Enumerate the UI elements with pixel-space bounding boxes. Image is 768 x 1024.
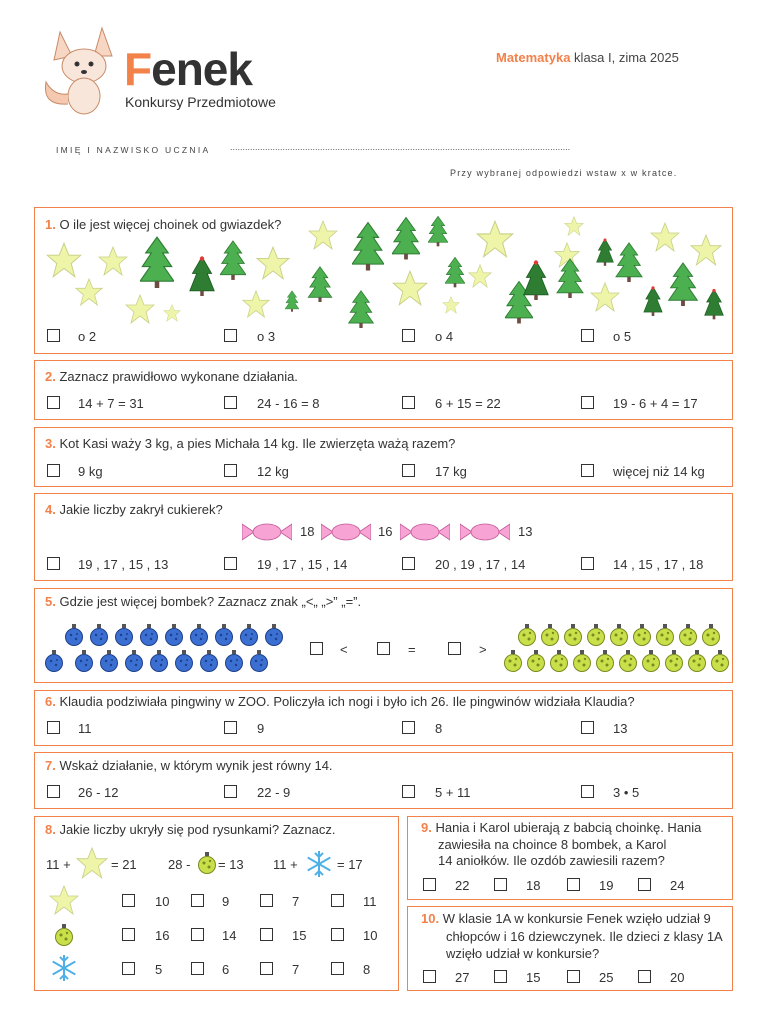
yellow-bauble-icon <box>632 624 652 646</box>
q7-option-a: 26 - 12 <box>78 785 119 800</box>
q1-option-a-checkbox[interactable] <box>47 329 60 342</box>
q9-option-b-checkbox[interactable] <box>494 878 507 891</box>
q2-option-c: 6 + 15 = 22 <box>435 396 501 411</box>
q4-option-a: 19 , 17 , 15 , 13 <box>78 557 169 572</box>
q5-greater-than-checkbox[interactable] <box>448 642 461 655</box>
yellow-bauble-icon <box>526 650 546 672</box>
q7-option-a-checkbox[interactable] <box>47 785 60 798</box>
question-8 <box>34 816 399 991</box>
star-icon <box>256 246 290 280</box>
q6-option-a-checkbox[interactable] <box>47 721 60 734</box>
question-10-text-line-1: 10. W klasie 1A w konkursie Fenek wzięło udział 9 <box>421 911 711 926</box>
question-8-text: 8. Jakie liczby ukryły się pod rysunkami? Zaznacz. <box>45 822 336 837</box>
star-icon <box>442 296 460 314</box>
equation-3-left: 11 + <box>273 857 298 872</box>
q1-option-c: o 4 <box>435 329 454 344</box>
tree-icon <box>642 286 664 316</box>
yellow-bauble-icon <box>595 650 615 672</box>
brand-initial: F <box>124 43 152 95</box>
q6-option-d-checkbox[interactable] <box>581 721 594 734</box>
star-icon <box>590 282 620 312</box>
tree-icon <box>285 290 299 312</box>
candy-icon <box>321 522 371 542</box>
blue-baubles <box>60 624 295 676</box>
q2-option-a: 14 + 7 = 31 <box>78 396 144 411</box>
q8-star-option-4-checkbox[interactable] <box>331 894 344 907</box>
snowflake-icon <box>49 953 79 983</box>
subject-line <box>496 50 679 65</box>
q3-option-b: 12 kg <box>257 464 289 479</box>
q8-bauble-option-3-checkbox[interactable] <box>260 928 273 941</box>
q1-option-b-checkbox[interactable] <box>224 329 237 342</box>
q5-equal-sign: = <box>408 642 416 657</box>
question-6-text: 6. Klaudia podziwiała pingwiny w ZOO. Policzyła ich nogi i było ich 26. Ile pingwinów widziała Klaudia? <box>45 694 635 709</box>
question-4-text: 4. Jakie liczby zakrył cukierek? <box>45 502 223 517</box>
star-icon <box>564 216 584 236</box>
star-icon <box>308 220 338 250</box>
q6-option-c: 8 <box>435 721 443 736</box>
yellow-bauble-icon <box>678 624 698 646</box>
q8-flake-option-1: 5 <box>155 962 163 977</box>
q8-flake-option-3: 7 <box>292 962 300 977</box>
equation-1-left: 11 + <box>46 857 71 872</box>
q8-star-option-2: 9 <box>222 894 230 909</box>
q4-option-c-checkbox[interactable] <box>402 557 415 570</box>
yellow-bauble-icon <box>687 650 707 672</box>
q10-option-b: 15 <box>526 970 541 985</box>
blue-bauble-icon <box>74 650 94 672</box>
yellow-bauble-icon <box>54 924 74 946</box>
q5-equal-checkbox[interactable] <box>377 642 390 655</box>
snowflake-icon <box>304 849 334 879</box>
question-3-text: 3. Kot Kasi waży 3 kg, a pies Michała 14 kg. Ile zwierzęta ważą razem? <box>45 436 456 451</box>
question-9-text-line-1: 9. Hania i Karol ubierają z babcią choinkę. Hania <box>421 820 702 835</box>
question-1-text: 1. O ile jest więcej choinek od gwiazdek? <box>45 217 282 232</box>
q9-option-c: 19 <box>599 878 614 893</box>
tree-icon <box>614 242 644 282</box>
fox-icon <box>32 26 124 118</box>
tree-icon <box>596 236 614 268</box>
q9-option-b: 18 <box>526 878 541 893</box>
q6-option-d: 13 <box>613 721 628 736</box>
q3-option-a: 9 kg <box>78 464 103 479</box>
q1-option-b: o 3 <box>257 329 276 344</box>
q9-option-c-checkbox[interactable] <box>567 878 580 891</box>
q2-option-b-checkbox[interactable] <box>224 396 237 409</box>
student-name-field[interactable]: ........................................................................................................................................ <box>230 142 571 152</box>
q5-less-than-sign: < <box>340 642 348 657</box>
star-icon <box>476 220 514 258</box>
yellow-bauble-icon <box>540 624 560 646</box>
q9-option-a: 22 <box>455 878 470 893</box>
q8-flake-option-4-checkbox[interactable] <box>331 962 344 975</box>
star-icon <box>650 222 680 252</box>
candy-icon <box>460 522 510 542</box>
q2-option-a-checkbox[interactable] <box>47 396 60 409</box>
tree-icon <box>428 214 448 248</box>
q3-option-c: 17 kg <box>435 464 467 479</box>
q8-flake-option-2-checkbox[interactable] <box>191 962 204 975</box>
q8-flake-option-3-checkbox[interactable] <box>260 962 273 975</box>
star-icon <box>163 304 181 322</box>
q8-bauble-option-1-checkbox[interactable] <box>122 928 135 941</box>
q8-bauble-option-2: 14 <box>222 928 237 943</box>
blue-bauble-icon <box>114 624 134 646</box>
q10-option-c: 25 <box>599 970 614 985</box>
q3-option-a-checkbox[interactable] <box>47 464 60 477</box>
q8-star-option-4: 11 <box>363 894 377 909</box>
q8-bauble-option-4: 10 <box>363 928 378 943</box>
q4-option-b: 19 , 17 , 15 , 14 <box>257 557 348 572</box>
q2-option-c-checkbox[interactable] <box>402 396 415 409</box>
yellow-bauble-icon <box>701 624 721 646</box>
blue-bauble-icon <box>264 624 284 646</box>
q8-bauble-option-1: 16 <box>155 928 170 943</box>
star-icon <box>46 242 82 278</box>
blue-bauble-icon <box>64 624 84 646</box>
blue-bauble-icon <box>99 650 119 672</box>
yellow-bauble-icon <box>609 624 629 646</box>
q1-option-d-checkbox[interactable] <box>581 329 594 342</box>
q9-option-a-checkbox[interactable] <box>423 878 436 891</box>
blue-bauble-icon <box>89 624 109 646</box>
subject: Matematyka <box>496 50 571 65</box>
tree-icon <box>522 260 550 300</box>
logo <box>32 26 302 118</box>
blue-bauble-icon <box>224 650 244 672</box>
q9-option-d: 24 <box>670 878 685 893</box>
star-icon <box>75 278 103 306</box>
q10-option-a-checkbox[interactable] <box>423 970 436 983</box>
q4-option-d-checkbox[interactable] <box>581 557 594 570</box>
instruction: Przy wybranej odpowiedzi wstaw x w kratce. <box>450 168 678 178</box>
tree-icon <box>220 240 246 280</box>
q1-option-d: o 5 <box>613 329 632 344</box>
equation-2-left: 28 - <box>168 857 191 872</box>
q7-option-c: 5 + 11 <box>435 785 471 800</box>
q6-option-a: 11 <box>78 721 92 736</box>
question-7-text: 7. Wskaż działanie, w którym wynik jest równy 14. <box>45 758 333 773</box>
question-2-text: 2. Zaznacz prawidłowo wykonane działania. <box>45 369 298 384</box>
blue-bauble-icon <box>139 624 159 646</box>
star-icon <box>49 885 79 915</box>
candy-icon <box>400 522 450 542</box>
star-icon <box>76 847 108 879</box>
tree-icon <box>348 290 374 328</box>
q3-option-d: więcej niż 14 kg <box>613 464 705 479</box>
q3-option-c-checkbox[interactable] <box>402 464 415 477</box>
yellow-bauble-icon <box>517 624 537 646</box>
q7-option-d-checkbox[interactable] <box>581 785 594 798</box>
tree-icon <box>392 216 420 260</box>
tree-icon <box>704 288 724 320</box>
q8-star-option-3: 7 <box>292 894 300 909</box>
question-10-text-line-2: chłopców i 16 dziewczynek. Ile dzieci z klasy 1A <box>446 929 723 944</box>
q9-option-d-checkbox[interactable] <box>638 878 651 891</box>
tree-icon <box>140 236 174 288</box>
star-icon <box>242 290 270 318</box>
tree-icon <box>445 256 465 288</box>
student-name-label: IMIĘ I NAZWISKO UCZNIA <box>56 145 211 155</box>
q8-bauble-option-2-checkbox[interactable] <box>191 928 204 941</box>
blue-bauble-icon <box>124 650 144 672</box>
q10-option-a: 27 <box>455 970 470 985</box>
q8-flake-option-2: 6 <box>222 962 230 977</box>
tree-icon <box>667 262 699 306</box>
yellow-bauble-icon <box>549 650 569 672</box>
q8-star-option-3-checkbox[interactable] <box>260 894 273 907</box>
star-icon <box>98 246 128 276</box>
q2-option-d: 19 - 6 + 4 = 17 <box>613 396 698 411</box>
blue-bauble-icon <box>239 624 259 646</box>
q8-star-option-1: 10 <box>155 894 170 909</box>
q4-option-b-checkbox[interactable] <box>224 557 237 570</box>
q4-option-a-checkbox[interactable] <box>47 557 60 570</box>
blue-bauble-icon <box>164 624 184 646</box>
yellow-bauble-icon <box>586 624 606 646</box>
sequence-number: 16 <box>378 524 393 539</box>
question-10-text-line-3: wzięło udział w konkursie? <box>446 946 600 961</box>
star-icon <box>468 264 492 288</box>
q3-option-d-checkbox[interactable] <box>581 464 594 477</box>
blue-bauble-icon <box>44 650 64 672</box>
yellow-baubles <box>503 624 733 676</box>
q6-option-c-checkbox[interactable] <box>402 721 415 734</box>
question-9-text-line-3: 14 aniołków. Ile ozdób zawiesili razem? <box>438 853 665 868</box>
q1-option-c-checkbox[interactable] <box>402 329 415 342</box>
q7-option-b-checkbox[interactable] <box>224 785 237 798</box>
q5-less-than-checkbox[interactable] <box>310 642 323 655</box>
yellow-bauble-icon <box>563 624 583 646</box>
equation-2-right: = 13 <box>218 857 244 872</box>
question-5-text: 5. Gdzie jest więcej bombek? Zaznacz znak „<„ „>” „=”. <box>45 594 362 609</box>
q1-option-a: o 2 <box>78 329 97 344</box>
q6-option-b: 9 <box>257 721 265 736</box>
q10-option-c-checkbox[interactable] <box>567 970 580 983</box>
yellow-bauble-icon <box>641 650 661 672</box>
q2-option-d-checkbox[interactable] <box>581 396 594 409</box>
q10-option-b-checkbox[interactable] <box>494 970 507 983</box>
q10-option-d: 20 <box>670 970 685 985</box>
tree-icon <box>188 256 216 296</box>
blue-bauble-icon <box>149 650 169 672</box>
q7-option-c-checkbox[interactable] <box>402 785 415 798</box>
blue-bauble-icon <box>249 650 269 672</box>
brand-subtitle: Konkursy Przedmiotowe <box>125 94 276 110</box>
q7-option-b: 22 - 9 <box>257 785 291 800</box>
yellow-bauble-icon <box>664 650 684 672</box>
q8-bauble-option-4-checkbox[interactable] <box>331 928 344 941</box>
q4-option-c: 20 , 19 , 17 , 14 <box>435 557 526 572</box>
q8-star-option-2-checkbox[interactable] <box>191 894 204 907</box>
sequence-number: 13 <box>518 524 533 539</box>
star-icon <box>125 294 155 324</box>
class-season: klasa I, zima 2025 <box>570 50 679 65</box>
yellow-bauble-icon <box>618 650 638 672</box>
question-1-picture <box>40 212 730 327</box>
sequence-number: 18 <box>300 524 315 539</box>
q4-option-d: 14 , 15 , 17 , 18 <box>613 557 704 572</box>
q3-option-b-checkbox[interactable] <box>224 464 237 477</box>
equation-3-right: = 17 <box>337 857 363 872</box>
question-9-text-line-2: zawiesiła na choince 8 bombek, a Karol <box>438 837 667 852</box>
blue-bauble-icon <box>189 624 209 646</box>
brand-name: enek <box>151 43 252 95</box>
yellow-bauble-icon <box>197 852 217 874</box>
blue-bauble-icon <box>214 624 234 646</box>
q6-option-b-checkbox[interactable] <box>224 721 237 734</box>
blue-bauble-icon <box>174 650 194 672</box>
q8-flake-option-4: 8 <box>363 962 371 977</box>
q8-bauble-option-3: 15 <box>292 928 307 943</box>
yellow-bauble-icon <box>503 650 523 672</box>
blue-bauble-icon <box>199 650 219 672</box>
yellow-bauble-icon <box>655 624 675 646</box>
tree-icon <box>307 266 333 302</box>
q10-option-d-checkbox[interactable] <box>638 970 651 983</box>
q7-option-d: 3 • 5 <box>613 785 640 800</box>
q8-flake-option-1-checkbox[interactable] <box>122 962 135 975</box>
star-icon <box>690 234 722 266</box>
tree-icon <box>556 258 584 298</box>
equation-1-right: = 21 <box>111 857 137 872</box>
q8-star-option-1-checkbox[interactable] <box>122 894 135 907</box>
yellow-bauble-icon <box>572 650 592 672</box>
yellow-bauble-icon <box>710 650 730 672</box>
candy-icon <box>242 522 292 542</box>
star-icon <box>392 270 428 306</box>
tree-icon <box>352 220 384 272</box>
q5-greater-than-sign: > <box>479 642 487 657</box>
q2-option-b: 24 - 16 = 8 <box>257 396 320 411</box>
